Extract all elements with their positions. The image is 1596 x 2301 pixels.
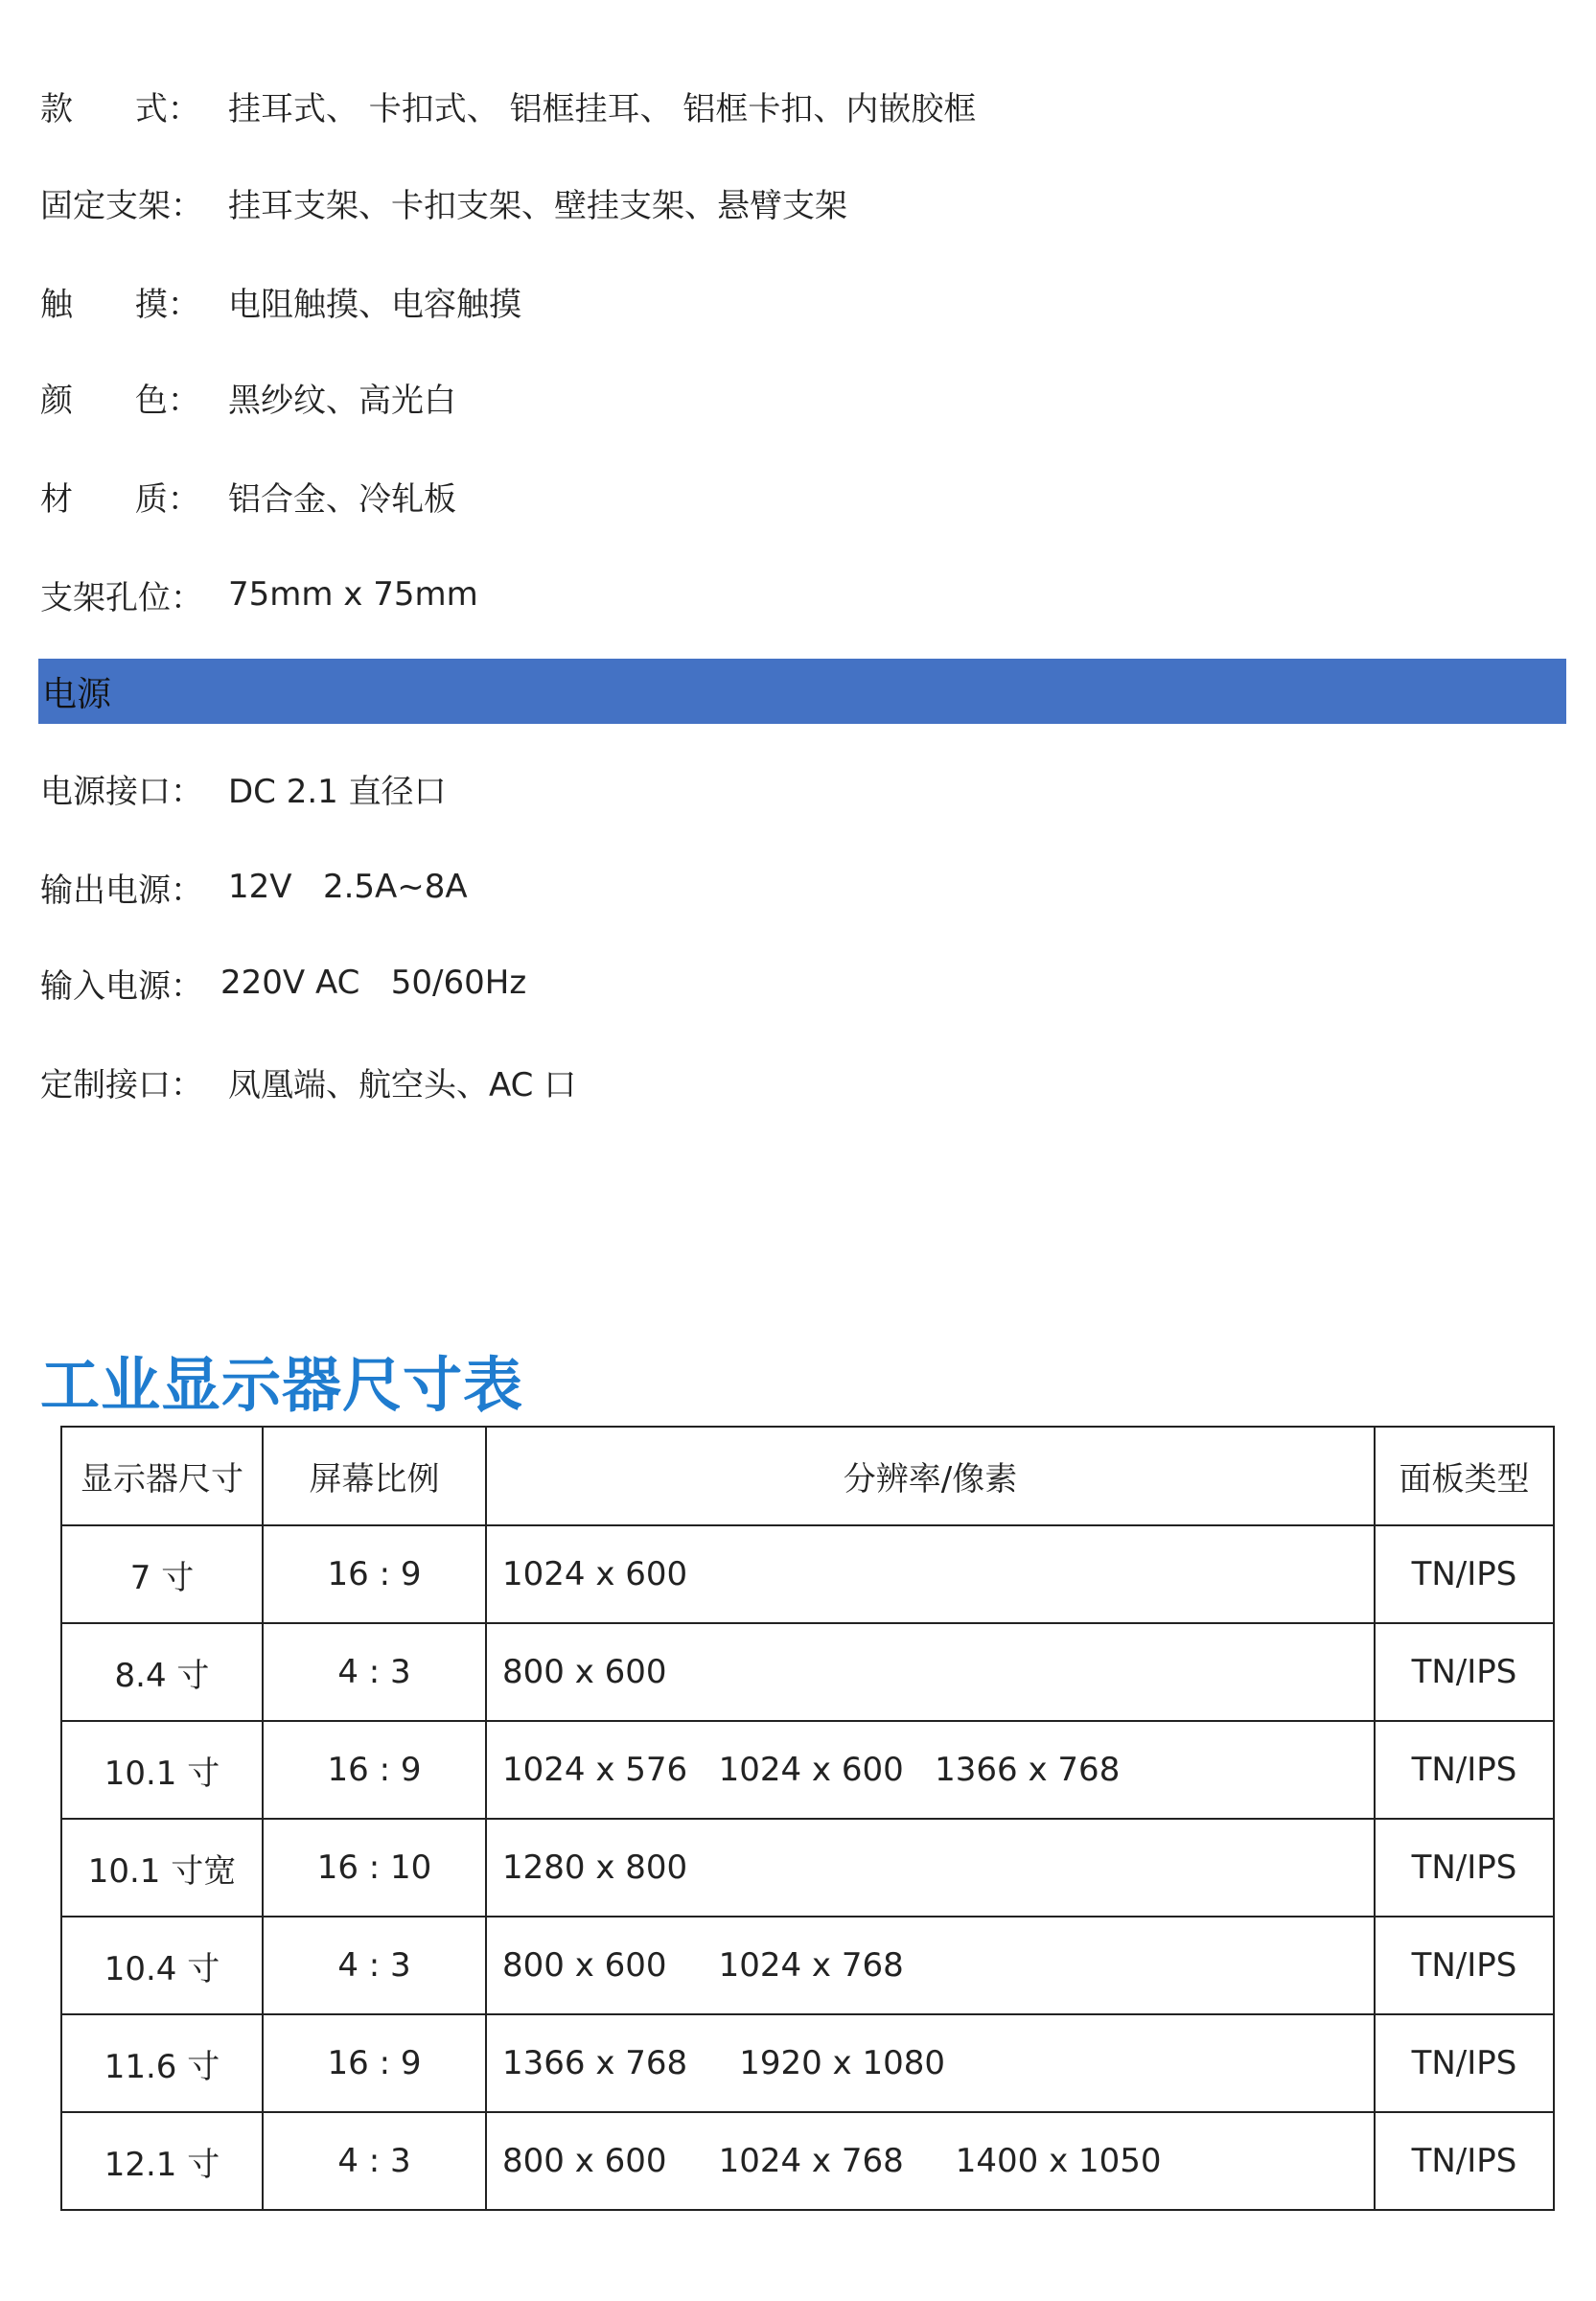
spec-label: 定制接口： <box>40 1065 203 1104</box>
power-row-custom <box>40 1053 576 1110</box>
spec-row-color <box>40 368 456 426</box>
header-ratio: 屏幕比例 <box>263 1427 486 1525</box>
spec-value: 12V 2.5A~8A <box>228 868 468 906</box>
spec-label: 材 质： <box>40 479 200 519</box>
cell-panel: TN/IPS <box>1375 1721 1554 1819</box>
table-row <box>61 2112 1554 2210</box>
spec-label: 支架孔位： <box>40 578 203 617</box>
header-resolution: 分辨率/像素 <box>486 1427 1375 1525</box>
table-row <box>61 1917 1554 2014</box>
cell-size: 10.1 寸 <box>61 1721 263 1819</box>
spec-label: 电源接口： <box>40 772 203 811</box>
cell-ratio: 16 : 9 <box>263 1721 486 1819</box>
cell-resolution: 800 x 600 1024 x 768 1400 x 1050 <box>486 2112 1375 2210</box>
spec-value: 挂耳式、 卡扣式、 铝框挂耳、 铝框卡扣、内嵌胶框 <box>228 89 977 128</box>
cell-resolution: 800 x 600 <box>486 1623 1375 1721</box>
spec-row-bracket <box>40 174 847 231</box>
cell-size: 7 寸 <box>61 1525 263 1623</box>
spec-row-touch <box>40 272 521 330</box>
spec-value: DC 2.1 直径口 <box>228 772 447 811</box>
cell-size: 8.4 寸 <box>61 1623 263 1721</box>
spec-value: 挂耳支架、卡扣支架、壁挂支架、悬臂支架 <box>228 186 847 225</box>
spec-label: 款 式： <box>40 89 200 128</box>
section-title: 电源 <box>42 674 112 714</box>
spec-value: 铝合金、冷轧板 <box>228 479 456 519</box>
cell-panel: TN/IPS <box>1375 1525 1554 1623</box>
spec-label: 输出电源： <box>40 871 203 910</box>
table-row <box>61 1623 1554 1721</box>
spec-value: 凤凰端、航空头、AC 口 <box>228 1065 577 1104</box>
header-size: 显示器尺寸 <box>61 1427 263 1525</box>
spec-value: 电阻触摸、电容触摸 <box>228 285 521 324</box>
cell-resolution: 1024 x 576 1024 x 600 1366 x 768 <box>486 1721 1375 1819</box>
power-row-output <box>40 858 468 916</box>
cell-panel: TN/IPS <box>1375 2112 1554 2210</box>
cell-size: 12.1 寸 <box>61 2112 263 2210</box>
spec-value: 黑纱纹、高光白 <box>228 381 456 420</box>
cell-ratio: 4 : 3 <box>263 1917 486 2014</box>
cell-ratio: 16 : 9 <box>263 1525 486 1623</box>
cell-size: 10.1 寸宽 <box>61 1819 263 1917</box>
cell-size: 10.4 寸 <box>61 1917 263 2014</box>
power-row-interface <box>40 759 447 817</box>
cell-resolution: 1366 x 768 1920 x 1080 <box>486 2014 1375 2112</box>
power-section-header <box>38 659 1566 724</box>
cell-ratio: 4 : 3 <box>263 1623 486 1721</box>
spec-row-mount-holes <box>40 566 478 623</box>
table-header-row <box>61 1427 1554 1525</box>
cell-resolution: 800 x 600 1024 x 768 <box>486 1917 1375 2014</box>
size-table <box>60 1426 1555 2211</box>
cell-size: 11.6 寸 <box>61 2014 263 2112</box>
cell-ratio: 16 : 10 <box>263 1819 486 1917</box>
spec-label: 颜 色： <box>40 381 200 420</box>
table-row <box>61 2014 1554 2112</box>
spec-value: 220V AC 50/60Hz <box>220 964 527 1002</box>
table-row <box>61 1525 1554 1623</box>
spec-value: 75mm x 75mm <box>228 575 478 614</box>
spec-label: 触 摸： <box>40 285 200 324</box>
table-row <box>61 1819 1554 1917</box>
table-title: 工业显示器尺寸表 <box>40 1350 524 1420</box>
cell-ratio: 4 : 3 <box>263 2112 486 2210</box>
table-row <box>61 1721 1554 1819</box>
cell-resolution: 1280 x 800 <box>486 1819 1375 1917</box>
spec-label: 固定支架： <box>40 186 203 225</box>
cell-panel: TN/IPS <box>1375 1819 1554 1917</box>
spec-row-style <box>40 77 976 134</box>
cell-ratio: 16 : 9 <box>263 2014 486 2112</box>
cell-panel: TN/IPS <box>1375 1623 1554 1721</box>
header-panel: 面板类型 <box>1375 1427 1554 1525</box>
cell-resolution: 1024 x 600 <box>486 1525 1375 1623</box>
spec-row-material <box>40 467 456 524</box>
spec-label: 输入电源： <box>40 966 203 1006</box>
power-row-input <box>40 954 526 1011</box>
cell-panel: TN/IPS <box>1375 2014 1554 2112</box>
cell-panel: TN/IPS <box>1375 1917 1554 2014</box>
